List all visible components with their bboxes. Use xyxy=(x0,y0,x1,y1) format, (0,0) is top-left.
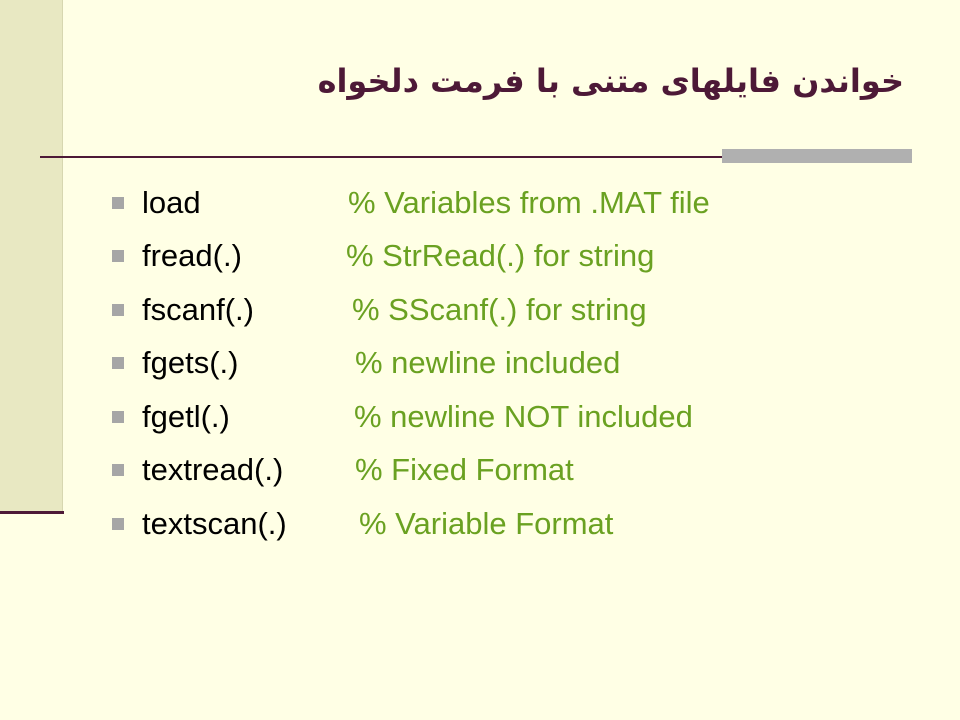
list-item xyxy=(112,390,693,444)
square-bullet-icon xyxy=(112,464,124,476)
command-text: fgets(.) xyxy=(142,345,239,381)
comment-text: % SScanf(.) for string xyxy=(352,291,647,327)
command-text: textscan(.) xyxy=(142,505,287,541)
command-text: fread(.) xyxy=(142,238,242,274)
square-bullet-icon xyxy=(112,197,124,209)
left-accent-underline xyxy=(0,511,64,514)
list-item xyxy=(112,176,710,230)
list-item xyxy=(112,283,647,337)
comment-text: % newline included xyxy=(355,345,621,381)
command-text: textread(.) xyxy=(142,452,284,488)
square-bullet-icon xyxy=(112,357,124,369)
comment-text: % Fixed Format xyxy=(355,452,574,488)
comment-text: % StrRead(.) for string xyxy=(346,238,655,274)
square-bullet-icon xyxy=(112,250,124,262)
command-text: fscanf(.) xyxy=(142,291,254,327)
comment-text: % Variables from .MAT file xyxy=(348,184,710,220)
slide-title: خواندن فایلهای متنی با فرمت دلخواه xyxy=(317,62,904,100)
comment-text: % newline NOT included xyxy=(354,398,693,434)
list-item xyxy=(112,497,614,551)
square-bullet-icon xyxy=(112,411,124,423)
square-bullet-icon xyxy=(112,304,124,316)
square-bullet-icon xyxy=(112,518,124,530)
list-item xyxy=(112,444,574,498)
command-text: fgetl(.) xyxy=(142,398,230,434)
comment-text: % Variable Format xyxy=(359,505,614,541)
list-item xyxy=(112,337,621,391)
list-item xyxy=(112,230,655,284)
title-divider-block xyxy=(722,149,912,163)
bullet-list xyxy=(112,176,710,551)
left-accent-bar-edge xyxy=(62,0,63,512)
command-text: load xyxy=(142,184,201,220)
left-accent-bar xyxy=(0,0,62,512)
